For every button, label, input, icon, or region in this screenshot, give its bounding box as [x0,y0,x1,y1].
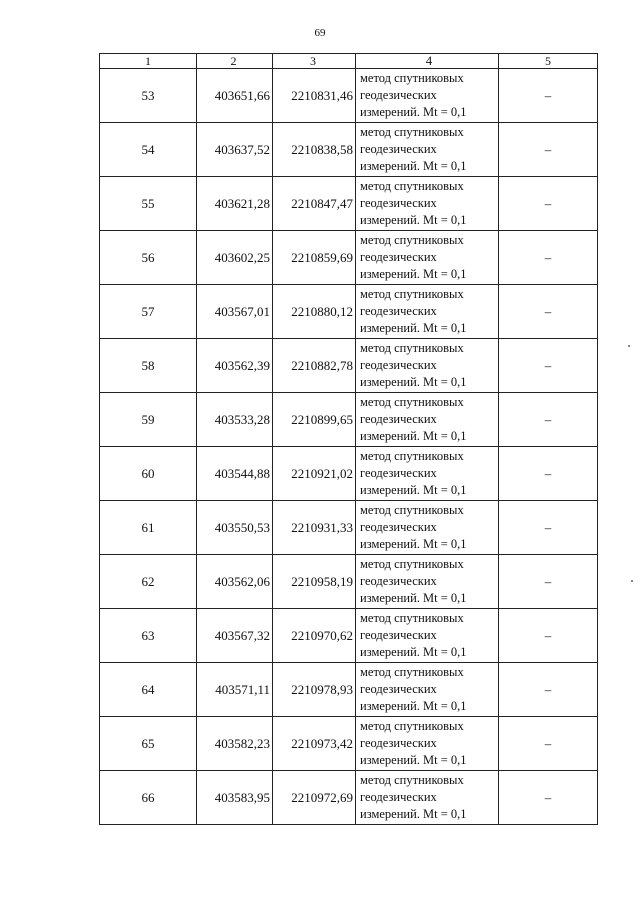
table-row [100,177,598,231]
header-col-3: 3 [273,54,356,69]
note-cell: – [499,231,598,285]
point-number-cell: 57 [100,285,197,339]
coord-x-cell: 403621,28 [197,177,273,231]
coord-y-cell: 2210880,12 [273,285,356,339]
method-cell: метод спутниковых геодезических измерений. Mt = 0,1 [356,555,499,609]
note-cell: – [499,555,598,609]
coord-x-cell: 403571,11 [197,663,273,717]
header-col-4: 4 [356,54,499,69]
coord-x-cell: 403562,39 [197,339,273,393]
point-number-cell: 55 [100,177,197,231]
note-cell: – [499,501,598,555]
note-cell: – [499,339,598,393]
table-row [100,555,598,609]
method-cell: метод спутниковых геодезических измерений. Mt = 0,1 [356,771,499,825]
table-row [100,285,598,339]
point-number-cell: 66 [100,771,197,825]
point-number-cell: 61 [100,501,197,555]
coord-x-cell: 403583,95 [197,771,273,825]
method-cell: метод спутниковых геодезических измерений. Mt = 0,1 [356,393,499,447]
method-cell: метод спутниковых геодезических измерений. Mt = 0,1 [356,123,499,177]
table-row [100,69,598,123]
table-row [100,663,598,717]
method-cell: метод спутниковых геодезических измерений. Mt = 0,1 [356,285,499,339]
note-cell: – [499,771,598,825]
table-row [100,501,598,555]
note-cell: – [499,393,598,447]
table-row [100,717,598,771]
page-number: 69 [314,27,326,39]
coord-x-cell: 403544,88 [197,447,273,501]
table-row [100,393,598,447]
coordinates-table [99,53,598,825]
method-cell: метод спутниковых геодезических измерений. Mt = 0,1 [356,177,499,231]
method-cell: метод спутниковых геодезических измерений. Mt = 0,1 [356,717,499,771]
note-cell: – [499,663,598,717]
header-col-5: 5 [499,54,598,69]
coord-x-cell: 403562,06 [197,555,273,609]
note-cell: – [499,447,598,501]
point-number-cell: 63 [100,609,197,663]
method-cell: метод спутниковых геодезических измерений. Mt = 0,1 [356,663,499,717]
coord-y-cell: 2210921,02 [273,447,356,501]
table-row [100,771,598,825]
method-cell: метод спутниковых геодезических измерений. Mt = 0,1 [356,339,499,393]
point-number-cell: 56 [100,231,197,285]
point-number-cell: 53 [100,69,197,123]
note-cell: – [499,177,598,231]
table-header-row [100,54,598,69]
coord-x-cell: 403651,66 [197,69,273,123]
coord-y-cell: 2210899,65 [273,393,356,447]
table-row [100,447,598,501]
point-number-cell: 62 [100,555,197,609]
coord-x-cell: 403533,28 [197,393,273,447]
header-col-1: 1 [100,54,197,69]
coord-y-cell: 2210831,46 [273,69,356,123]
note-cell: – [499,69,598,123]
scan-speck [628,345,630,347]
coord-y-cell: 2210970,62 [273,609,356,663]
note-cell: – [499,285,598,339]
table-row [100,231,598,285]
coord-y-cell: 2210972,69 [273,771,356,825]
point-number-cell: 60 [100,447,197,501]
coord-x-cell: 403602,25 [197,231,273,285]
point-number-cell: 58 [100,339,197,393]
coord-y-cell: 2210978,93 [273,663,356,717]
note-cell: – [499,123,598,177]
method-cell: метод спутниковых геодезических измерений. Mt = 0,1 [356,231,499,285]
coord-x-cell: 403637,52 [197,123,273,177]
table-row [100,123,598,177]
coord-y-cell: 2210859,69 [273,231,356,285]
coord-x-cell: 403550,53 [197,501,273,555]
coord-x-cell: 403582,23 [197,717,273,771]
coord-y-cell: 2210973,42 [273,717,356,771]
coord-y-cell: 2210847,47 [273,177,356,231]
method-cell: метод спутниковых геодезических измерений. Mt = 0,1 [356,447,499,501]
table-row [100,609,598,663]
method-cell: метод спутниковых геодезических измерений. Mt = 0,1 [356,69,499,123]
note-cell: – [499,609,598,663]
coord-x-cell: 403567,32 [197,609,273,663]
method-cell: метод спутниковых геодезических измерений. Mt = 0,1 [356,609,499,663]
point-number-cell: 54 [100,123,197,177]
coord-y-cell: 2210838,58 [273,123,356,177]
point-number-cell: 64 [100,663,197,717]
scan-speck [631,580,633,582]
method-cell: метод спутниковых геодезических измерений. Mt = 0,1 [356,501,499,555]
coord-x-cell: 403567,01 [197,285,273,339]
point-number-cell: 59 [100,393,197,447]
header-col-2: 2 [197,54,273,69]
coord-y-cell: 2210882,78 [273,339,356,393]
point-number-cell: 65 [100,717,197,771]
note-cell: – [499,717,598,771]
coord-y-cell: 2210931,33 [273,501,356,555]
coord-y-cell: 2210958,19 [273,555,356,609]
table-row [100,339,598,393]
